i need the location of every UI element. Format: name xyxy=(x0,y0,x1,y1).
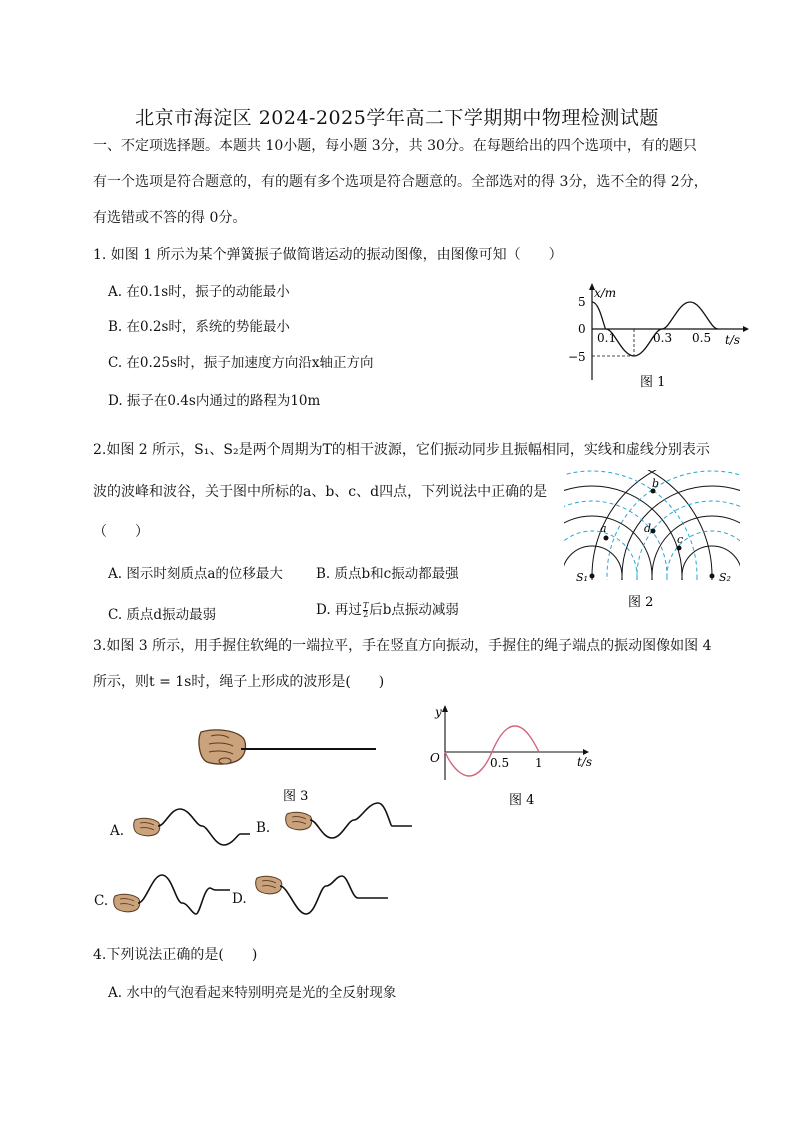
wave-line xyxy=(280,876,388,914)
section-intro-line2: 有一个选项是符合题意的，有的题有多个选项是符合题意的。全部选对的得 3分，选不全的得 2分， xyxy=(93,174,708,190)
hand-icon xyxy=(134,818,160,836)
fig2-caption: 图 2 xyxy=(628,595,654,610)
wave-line xyxy=(310,803,412,838)
fig3-caption: 图 3 xyxy=(283,789,309,802)
fig2-label-s2: S₂ xyxy=(719,571,731,584)
fig1-y-label: x/m xyxy=(594,286,617,300)
fig1-y-tick-5: 5 xyxy=(578,295,586,309)
fig2-point-c xyxy=(677,546,682,551)
fig4-y-label: y xyxy=(435,705,442,719)
q2-option-d[interactable] xyxy=(316,600,459,620)
q1-option-d[interactable]: D. 振子在0.4s内通过的路程为10m xyxy=(108,393,321,409)
q3-stem-line1: 3.如图 3 所示，用手握住软绳的一端拉平，手在竖直方向振动，手握住的绳子端点的振动图像如图 4 xyxy=(93,638,712,654)
q4-stem: 4.下列说法正确的是( ) xyxy=(93,947,258,963)
q3-choice-d-label[interactable]: D. xyxy=(232,891,247,907)
q2-option-d-fraction xyxy=(363,602,368,619)
fig4-caption: 图 4 xyxy=(509,793,535,808)
fig2-label-d: d xyxy=(644,522,652,535)
fig2-source-s2 xyxy=(710,574,715,579)
q3-choice-c-label[interactable]: C. xyxy=(94,893,109,909)
fig2-label-a: a xyxy=(600,522,607,535)
fig1-y-tick-neg5: −5 xyxy=(568,350,586,364)
page-title: 北京市海淀区 2024-2025学年高二下学期期中物理检测试题 xyxy=(135,107,659,129)
q2-option-b[interactable]: B. 质点b和c振动都最强 xyxy=(316,566,459,582)
fig3-hand-icon xyxy=(199,730,246,764)
q1-option-c[interactable]: C. 在0.25s时，振子加速度方向沿x轴正方向 xyxy=(108,355,374,371)
fig1-t-label: t/s xyxy=(725,333,741,347)
fig2-label-c: c xyxy=(677,533,684,546)
q1-option-b[interactable]: B. 在0.2s时，系统的势能最小 xyxy=(108,319,290,335)
q4-option-a[interactable]: A. 水中的气泡看起来特别明亮是光的全反射现象 xyxy=(108,985,397,1001)
q2-fraction-num: T xyxy=(362,601,369,610)
q3-stem-line2: 所示，则t = 1s时，绳子上形成的波形是( ) xyxy=(93,674,385,690)
figure-4-vibration-graph xyxy=(425,700,605,808)
hand-icon xyxy=(286,812,312,830)
fig2-point-a xyxy=(604,536,609,541)
q3-choice-b-label[interactable]: B. xyxy=(256,820,271,836)
q1-option-a[interactable]: A. 在0.1s时，振子的动能最小 xyxy=(108,284,290,300)
q2-option-d-pre: D. 再过 xyxy=(316,602,362,618)
q3-choice-b-waveform[interactable] xyxy=(284,800,412,846)
hand-icon xyxy=(114,894,140,912)
wave-line xyxy=(158,809,250,845)
q3-choice-a-label[interactable]: A. xyxy=(110,823,125,839)
q3-choice-c-waveform[interactable] xyxy=(112,870,230,920)
section-intro-line3: 有选错或不答的得 0分。 xyxy=(93,210,247,226)
fig1-caption: 图 1 xyxy=(640,375,666,390)
figure-2-interference xyxy=(564,470,740,610)
q2-option-a[interactable]: A. 图示时刻质点a的位移最大 xyxy=(108,566,283,582)
fig2-point-d xyxy=(651,529,656,534)
fig4-x-tick-05: 0.5 xyxy=(490,756,510,770)
fig2-source-s1 xyxy=(590,574,595,579)
fig4-t-label: t/s xyxy=(577,755,593,769)
fig1-x-tick-05: 0.5 xyxy=(692,331,712,345)
figure-1-vibration-graph xyxy=(560,280,760,395)
q2-option-c[interactable]: C. 质点d振动最弱 xyxy=(108,607,217,623)
q3-choice-a-waveform[interactable] xyxy=(132,806,250,852)
fig1-x-tick-01: 0.1 xyxy=(597,331,617,345)
wave-line xyxy=(138,875,230,914)
q2-stem-line1: 2.如图 2 所示，S₁、S₂是两个周期为T的相干波源，它们振动同步且振幅相同，实线和虚线分别表示 xyxy=(93,442,710,458)
fig1-x-tick-03: 0.3 xyxy=(653,331,673,345)
q2-fraction-den: 2 xyxy=(363,610,369,619)
hand-icon xyxy=(256,876,282,894)
fig1-t-arrow xyxy=(743,326,749,332)
section-intro-line1: 一、不定项选择题。本题共 10小题，每小题 3分，共 30分。在每题给出的四个选项中，有的题只 xyxy=(93,138,697,154)
q1-stem: 1. 如图 1 所示为某个弹簧振子做简谐运动的振动图像，由图像可知（ ） xyxy=(93,247,563,263)
fig4-origin: O xyxy=(430,751,440,765)
fig4-x-tick-1: 1 xyxy=(535,756,543,770)
q2-stem-line2: 波的波峰和波谷，关于图中所标的a、b、c、d四点，下列说法中正确的是 xyxy=(93,484,548,500)
fig2-label-s1: S₁ xyxy=(576,571,588,584)
q2-option-d-post: 后b点振动减弱 xyxy=(369,602,459,618)
figure-3-hand-rope xyxy=(195,722,385,802)
q2-stem-line3: （ ） xyxy=(93,524,149,540)
q3-choice-d-waveform[interactable] xyxy=(254,868,390,920)
fig2-label-b: b xyxy=(652,477,660,490)
fig4-y-arrow xyxy=(442,705,448,712)
fig1-y-tick-0: 0 xyxy=(578,322,586,336)
